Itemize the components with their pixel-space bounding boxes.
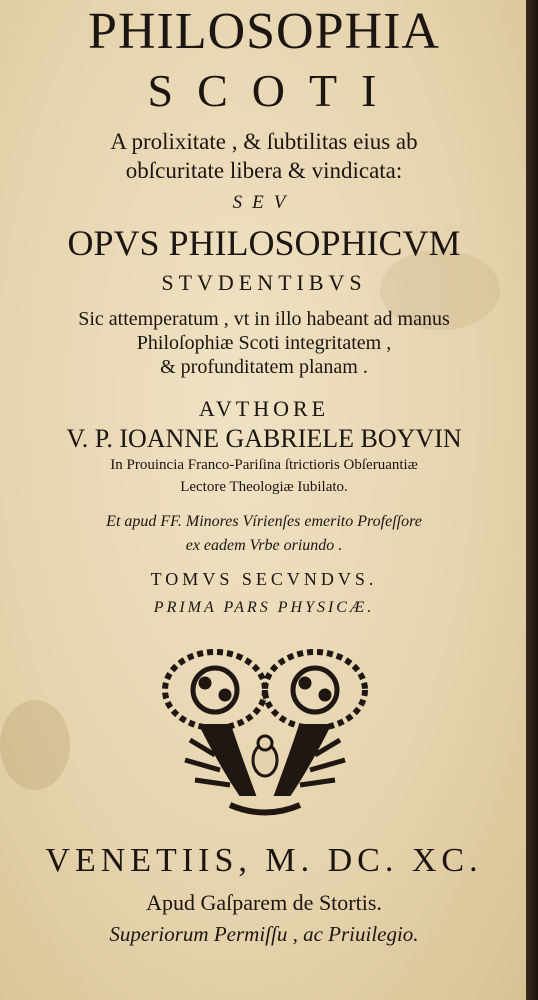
description-line-3: & profunditatem planam . xyxy=(160,356,368,378)
paper-stain xyxy=(0,700,70,790)
description-line-1: Sic attemperatum , vt in illo habeant ad manus xyxy=(78,308,450,330)
author-name: V. P. IOANNE GABRIELE BOYVIN xyxy=(66,424,462,453)
sev-line: SEV xyxy=(232,192,296,213)
subtitle-line-1: A prolixitate , & ſubtilitas eius ab xyxy=(110,129,418,154)
imprint-place-date: VENETIIS, M. DC. XC. xyxy=(45,842,483,879)
printers-device-ornament-icon xyxy=(160,645,370,820)
title-scoti: SCOTI xyxy=(147,65,401,116)
author-detail-3: Et apud FF. Minores Vírienſes emerito Profeſſore xyxy=(106,513,422,530)
part-label: PRIMA PARS PHYSICÆ. xyxy=(153,599,375,616)
authore-label: AVTHORE xyxy=(198,396,330,421)
opus-title: OPVS PHILOSOPHICVM xyxy=(67,223,461,263)
studentibus-line: STVDENTIBVS xyxy=(161,270,367,295)
author-detail-2: Lectore Theologiæ Iubilato. xyxy=(180,479,348,495)
title-main: PHILOSOPHIA xyxy=(88,3,440,60)
book-spine xyxy=(526,0,538,1000)
author-detail-4: ex eadem Vrbe oriundo . xyxy=(185,537,343,554)
description-line-2: Philoſophiæ Scoti integritatem , xyxy=(136,332,392,354)
imprint-printer: Apud Gaſparem de Stortis. xyxy=(146,890,382,915)
author-detail-1: In Prouincia Franco-Pariſina ſtrictioris Obſeruantiæ xyxy=(110,457,418,473)
imprint-privilege: Superiorum Permiſſu , ac Priuilegio. xyxy=(109,922,419,946)
subtitle-line-2: obſcuritate libera & vindicata: xyxy=(125,158,403,183)
volume-label: TOMVS SECVNDVS. xyxy=(150,569,378,589)
